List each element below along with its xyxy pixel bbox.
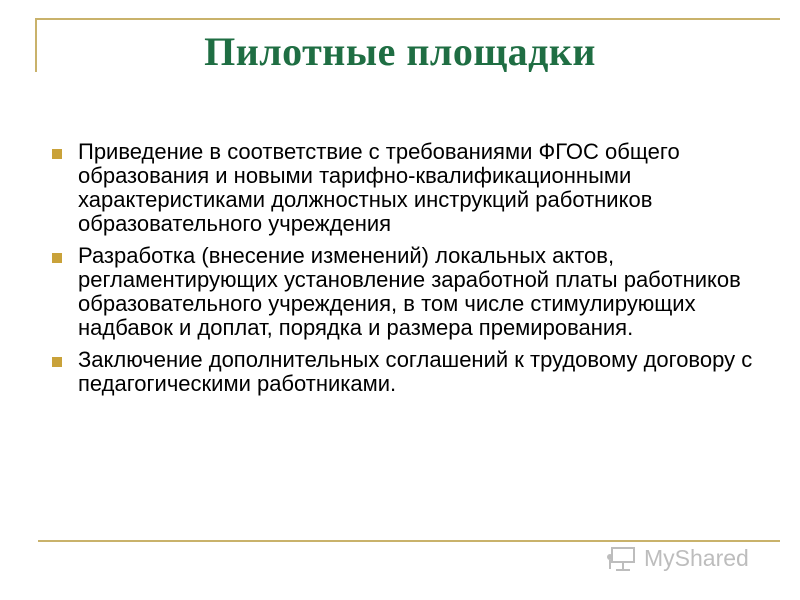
list-item	[48, 348, 758, 396]
square-bullet-icon	[52, 357, 62, 367]
watermark	[606, 543, 749, 573]
bottom-divider	[38, 540, 780, 542]
square-bullet-icon	[52, 253, 62, 263]
top-divider	[35, 18, 780, 20]
bullet-list	[48, 140, 758, 404]
list-item	[48, 244, 758, 340]
bullet-text: Приведение в соответствие с требованиями ФГОС общего образования и новыми тарифно-квалификационными характеристиками должностных инструкций работников образовательного учреждения	[78, 139, 680, 236]
presentation-board-icon	[606, 545, 638, 571]
slide-title: Пилотные площадки	[204, 29, 596, 74]
bullet-text: Разработка (внесение изменений) локальных актов, регламентирующих установление заработной платы работников образовательного учреждения, в том числе стимулирующих надбавок и доплат, порядка и размера премирования.	[78, 243, 741, 340]
square-bullet-icon	[52, 149, 62, 159]
watermark-text: MyShared	[644, 544, 749, 571]
list-item	[48, 140, 758, 236]
bullet-text: Заключение дополнительных соглашений к трудовому договору с педагогическими работниками.	[78, 347, 753, 396]
